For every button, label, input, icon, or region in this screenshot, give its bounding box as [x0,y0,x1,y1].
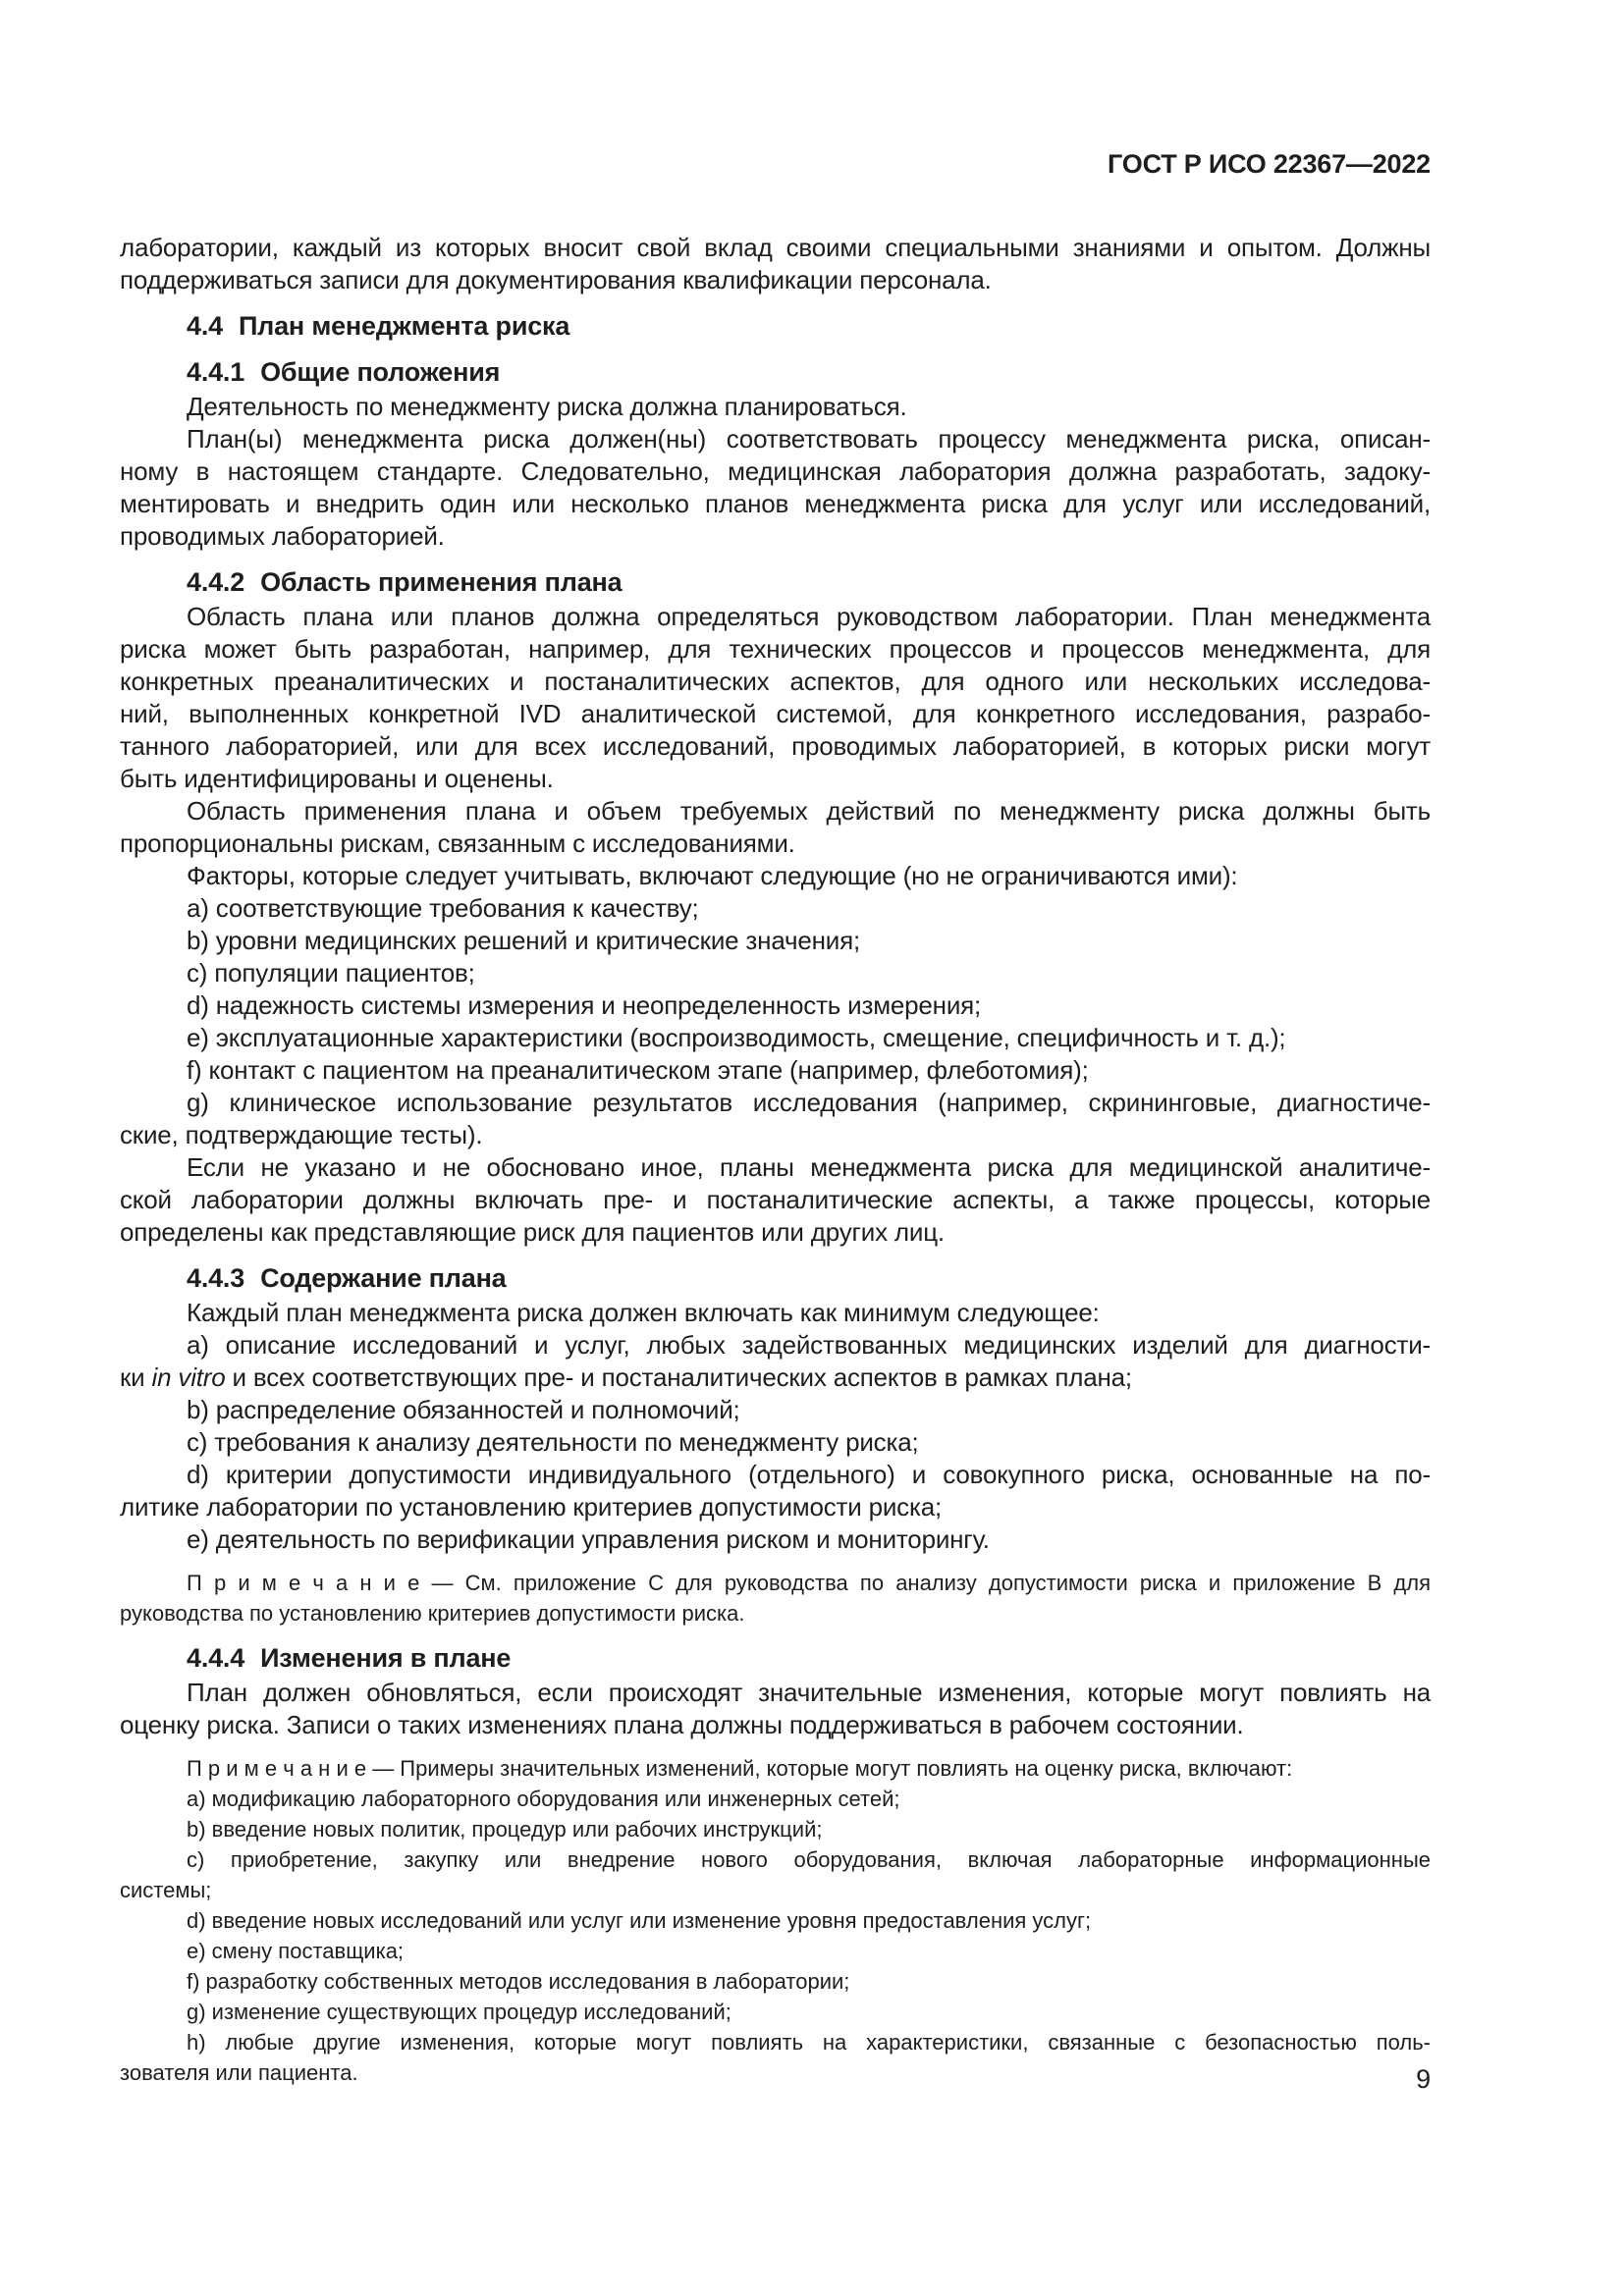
paragraph [120,1297,1431,1329]
note-line: системы; [120,1878,212,1902]
section-title: Область применения плана [260,567,623,597]
paragraph [120,601,1431,795]
note-line: П р и м е ч а н и е — См. приложение C для руководства по анализу допустимости риска и приложение B для [187,1571,1431,1595]
text-line: Если не указано и не обосновано иное, планы менеджмента риска для медицинской аналитиче- [187,1152,1431,1182]
text-line: a) описание исследований и услуг, любых задействованных медицинских изделий для диагности- [187,1330,1431,1360]
text-line: f) контакт с пациентом на преаналитическом этапе (например, флеботомия); [187,1055,1089,1085]
list-item [120,925,1431,957]
list-item [120,1329,1431,1394]
text-line: ний, выполненных конкретной IVD аналитической системой, для конкретного исследования, разрабо- [120,699,1431,728]
text-line: ному в настоящем стандарте. Следовательно, медицинская лаборатория должна разработать, задоку- [120,456,1431,486]
section-heading-4-4-4 [120,1642,1431,1675]
section-title: План менеджмента риска [238,311,570,341]
section-title: Общие положения [260,357,501,387]
text-line: a) соответствующие требования к качеству; [187,893,699,923]
text-line: Каждый план менеджмента риска должен включать как минимум следующее: [187,1298,1100,1327]
text-line: быть идентифицированы и оценены. [120,764,554,793]
list-item [120,1459,1431,1523]
text-line: лаборатории, каждый из которых вносит свой вклад своими специальными знаниями и опытом. Должны [120,233,1431,262]
text-line: План(ы) менеджмента риска должен(ны) соответствовать процессу менеджмента риска, описан- [187,424,1431,454]
list-item [120,1054,1431,1087]
text-line [120,1362,1431,1394]
note-list-item: b) введение новых политик, процедур или рабочих инструкций; [187,1817,823,1842]
section-number: 4.4.2 [187,567,245,597]
section-title: Изменения в плане [260,1643,512,1673]
note-line: зователя или пациента. [120,2060,358,2085]
text-line: танного лабораторией, или для всех исследований, проводимых лабораторией, в которых риски могут [120,731,1431,761]
note-block [120,1568,1431,1629]
note-list-item: c) приобретение, закупку или внедрение нового оборудования, включая лабораторные информационные [187,1847,1431,1872]
note-line: П р и м е ч а н и е — Примеры значительных изменений, которые могут повлиять на оценку риска, включают: [187,1756,1293,1781]
text-line: конкретных преаналитических и постаналитических аспектов, для одного или нескольких исследова- [120,667,1431,696]
note-list-item: e) смену поставщика; [187,1939,405,1963]
list-item [120,957,1431,989]
paragraph [120,391,1431,423]
text-line: литике лаборатории по установлению критериев допустимости риска; [120,1492,942,1522]
paragraph [120,423,1431,553]
text-line: поддерживаться записи для документирования квалификации персонала. [120,265,992,294]
text-line: План должен обновляться, если происходят значительные изменения, которые могут повлиять на [187,1678,1431,1707]
running-header-doc-code: ГОСТ Р ИСО 22367—2022 [1108,149,1431,179]
paragraph [120,232,1431,296]
text-line: ские, подтверждающие тесты). [120,1120,483,1149]
note-line: руководства по установлению критериев допустимости риска. [120,1601,745,1626]
text-line: e) деятельность по верификации управления риском и мониторингу. [187,1524,990,1554]
text-line: оценку риска. Записи о таких изменениях плана должны поддерживаться в рабочем состоянии. [120,1710,1244,1739]
section-number: 4.4.3 [187,1263,245,1293]
list-item [120,1087,1431,1151]
text-run: и всех соответствующих пре- и постаналитических аспектов в рамках плана; [225,1362,1132,1392]
paragraph [120,795,1431,860]
text-line: g) клиническое использование результатов исследования (например, скрининговые, диагностиче- [187,1088,1431,1117]
list-item [120,1394,1431,1426]
latin-term-italic: in vitro [151,1362,226,1392]
text-line: Область плана или планов должна определяться руководством лаборатории. План менеджмента [187,602,1431,631]
list-item [120,892,1431,925]
text-line: d) критерии допустимости индивидуального (отдельного) и совокупного риска, основанные на по- [187,1460,1431,1489]
text-line: Деятельность по менеджменту риска должна планироваться. [187,392,907,421]
page-content [120,0,1431,2100]
paragraph [120,1677,1431,1741]
section-heading-4-4-1 [120,356,1431,389]
list-item [120,1426,1431,1459]
section-number: 4.4 [187,311,223,341]
text-line: риска может быть разработан, например, для технических процессов и процессов менеджмента, для [120,634,1431,664]
text-line: c) популяции пациентов; [187,958,475,988]
note-list-item: h) любые другие изменения, которые могут повлиять на характеристики, связанные с безопасностью поль- [187,2030,1431,2055]
text-line: определены как представляющие риск для пациентов или других лиц. [120,1217,945,1247]
text-run: ки [120,1362,152,1392]
list-item [120,1022,1431,1054]
section-heading-4-4-2 [120,566,1431,599]
section-number: 4.4.1 [187,357,245,387]
note-list-item: g) изменение существующих процедур исследований; [187,2000,731,2024]
text-line: Факторы, которые следует учитывать, включают следующие (но не ограничиваются ими): [187,861,1238,890]
paragraph [120,860,1431,892]
text-line: b) уровни медицинских решений и критические значения; [187,926,860,955]
note-block [120,1753,1431,2088]
page-number: 9 [1416,2064,1431,2094]
paragraph [120,1151,1431,1249]
text-line: Область применения плана и объем требуемых действий по менеджменту риска должны быть [187,796,1431,826]
note-list-item: a) модификацию лабораторного оборудования или инженерных сетей; [187,1787,900,1811]
section-number: 4.4.4 [187,1643,245,1673]
section-heading-4-4-3 [120,1262,1431,1295]
section-title: Содержание плана [260,1263,507,1293]
text-line: пропорциональны рискам, связанным с исследованиями. [120,828,795,858]
text-line: ской лаборатории должны включать пре- и постаналитические аспекты, а также процессы, которые [120,1185,1431,1214]
note-list-item: f) разработку собственных методов исследования в лаборатории; [187,1969,850,1994]
text-line: c) требования к анализу деятельности по менеджменту риска; [187,1427,919,1457]
section-heading-4-4 [120,310,1431,343]
text-line: проводимых лабораторией. [120,521,445,551]
text-line: b) распределение обязанностей и полномочий; [187,1395,740,1424]
text-line: d) надежность системы измерения и неопределенность измерения; [187,990,982,1020]
list-item [120,989,1431,1022]
list-item [120,1523,1431,1556]
note-list-item: d) введение новых исследований или услуг или изменение уровня предоставления услуг; [187,1908,1092,1933]
text-line: e) эксплуатационные характеристики (воспроизводимость, смещение, специфичность и т. д.); [187,1023,1286,1052]
text-line: ментировать и внедрить один или несколько планов менеджмента риска для услуг или исследований, [120,489,1431,518]
